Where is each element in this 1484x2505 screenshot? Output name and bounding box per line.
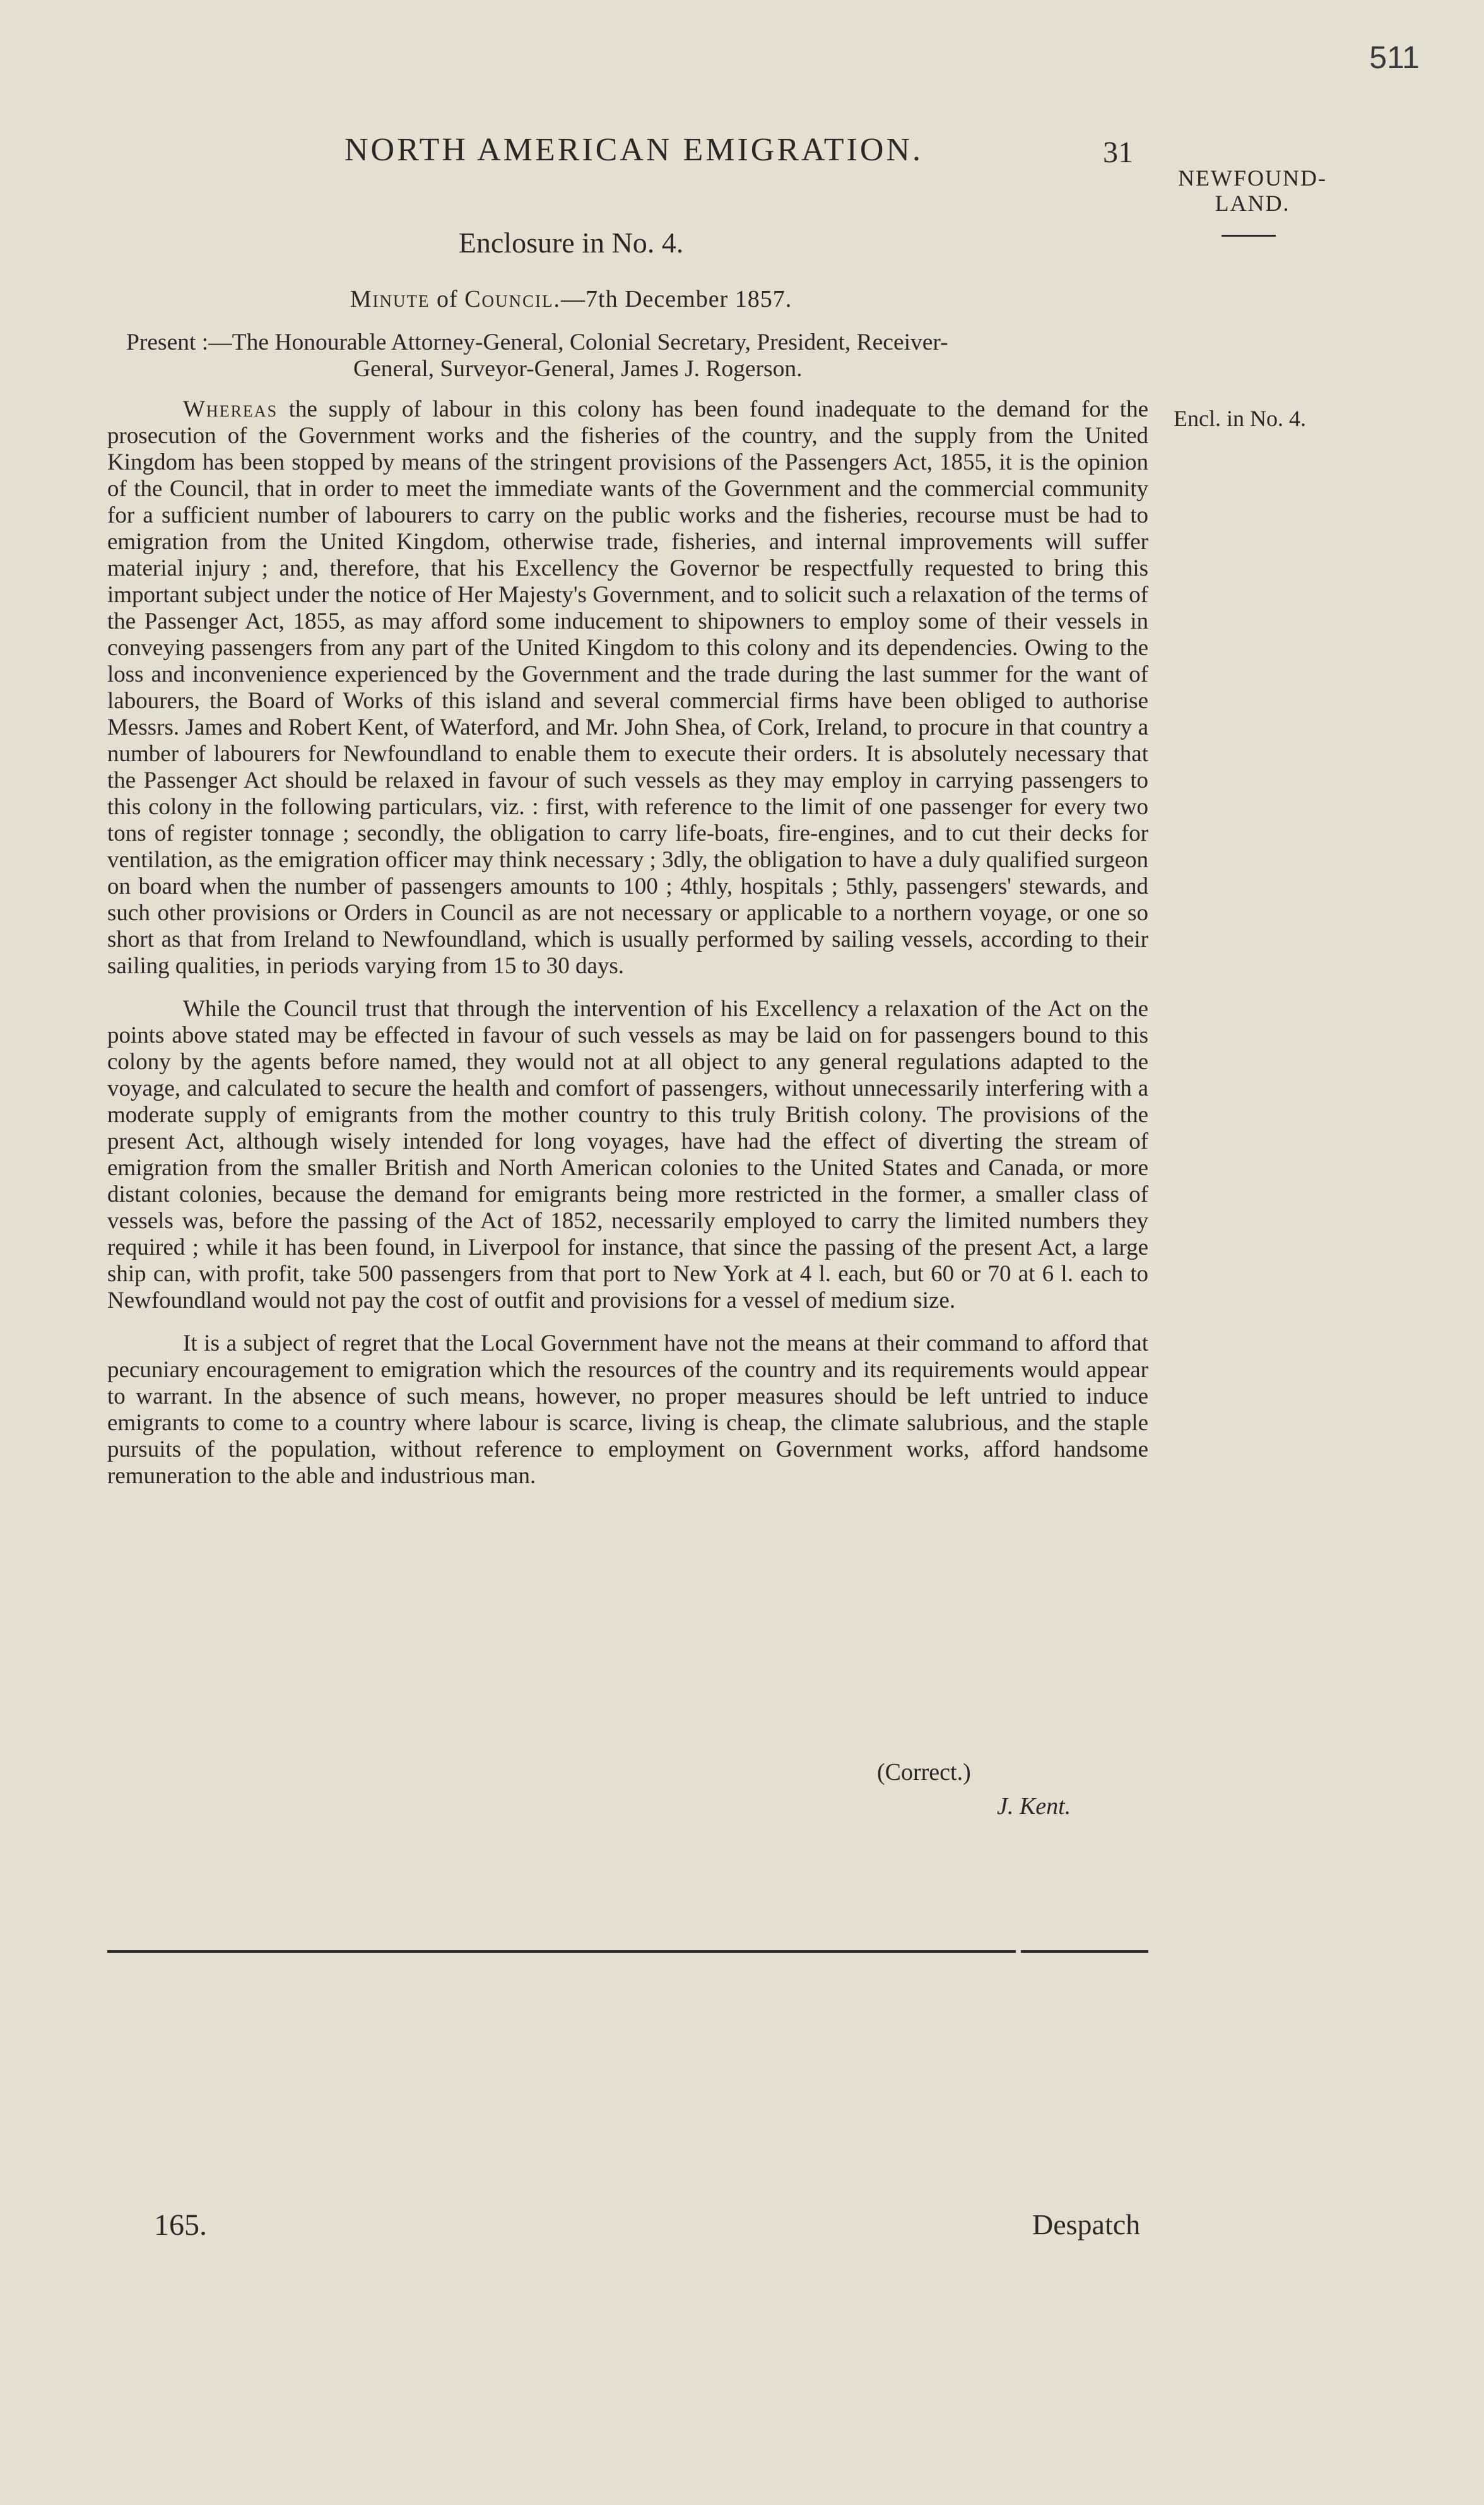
- margin-note: Encl. in No. 4.: [1174, 406, 1306, 431]
- present-list: [126, 329, 1148, 382]
- minute-date: —7th December 1857.: [561, 286, 792, 312]
- colony-line-2: LAND.: [1215, 191, 1290, 216]
- paragraph-lead: Whereas: [183, 396, 278, 422]
- paragraph-text: While the Council trust that through the intervention of his Excellency a relaxation of the Act on the points above stated may be effected in favour of such vessels as may be laid on for passengers bound to this colony by the agents before named, they would not at all object to any general regulations adapted to the voyage, and calculated to secure the health and comfort of passengers, without unnecessarily interfering with a moderate supply of emigrants from the mother country to this truly British colony. The provisions of the present Act, although wisely intended for long voyages, have had the effect of diverting the stream of emigration from the smaller British and North American colonies to the United States and Canada, or more distant colonies, because the demand for emigrants being more restricted in the former, a smaller class of vessels was, before the passing of the Act of 1852, necessarily employed to carry the limited numbers they required ; while it has been found, in Liverpool for instance, that since the passing of the present Act, a large ship can, with profit, take 500 passengers from that port to New York at 4 l. each, but 60 or 70 at 6 l. each to Newfoundland would not pay the cost of outfit and provisions for a vessel of medium size.: [107, 996, 1148, 1313]
- paragraph-text: the supply of labour in this colony has been found inadequate to the demand for the prosecution of the Government works and the fisheries of the country, and the supply from the United Kingdom has been stopped by means of the stringent provisions of the Passengers Act, 1855, it is the opinion of the Council, that in order to meet the immediate wants of the Government and the commercial community for a sufficient number of labourers to carry on the public works and the fisheries, recourse must be had to emigration from the United Kingdom, otherwise trade, fisheries, and internal improvements will suffer material injury ; and, therefore, that his Excellency the Governor be respectfully requested to bring this important subject under the notice of Her Majesty's Government, and to solicit such a relaxation of the terms of the Passenger Act, 1855, as may afford some inducement to shipowners to employ some of their vessels in conveying passengers from any part of the United Kingdom to this colony and its dependencies. Owing to the loss and inconvenience experienced by the Government and the trade during the last summer for the want of labourers, the Board of Works of this island and several commercial firms have been obliged to authorise Messrs. James and Robert Kent, of Waterford, and Mr. John Shea, of Cork, Ireland, to procure in that country a number of labourers for Newfoundland to enable them to execute their orders. It is absolutely necessary that the Passenger Act should be relaxed in favour of such vessels as they may employ in carrying passengers to this colony in the following particulars, viz. : first, with reference to the limit of one passenger for every two tons of register tonnage ; secondly, the obligation to carry life-boats, fire-engines, and to cut their decks for ventilation, as the emigration officer may think necessary ; 3dly, the obligation to have a duly qualified surgeon on board when the number of passengers amounts to 100 ; 4thly, hospitals ; 5thly, passengers' stewards, and such other provisions or Orders in Council as are not necessary or applicable to a northern voyage, or one so short as that from Ireland to Newfoundland, which is usually performed by sailing vessels, according to their sailing qualities, in periods varying from 15 to 30 days.: [107, 396, 1148, 979]
- page-number: 31: [1103, 136, 1133, 169]
- signature-mark: 165.: [154, 2208, 207, 2242]
- paragraph-1: [107, 396, 1148, 980]
- paragraph-2: [107, 996, 1148, 1314]
- minute-council: Council.: [464, 286, 562, 312]
- running-head: NORTH AMERICAN EMIGRATION.: [344, 132, 923, 168]
- paragraph-3: [107, 1330, 1148, 1489]
- minute-of: of: [430, 286, 465, 312]
- present-line-1: Present :—The Honourable Attorney-General, Colonial Secretary, President, Receiver-: [126, 329, 948, 355]
- minute-label: Minute: [350, 286, 430, 312]
- colony-rule: [1222, 235, 1276, 237]
- correct-attestation: (Correct.): [877, 1759, 971, 1785]
- catchword: Despatch: [1032, 2208, 1141, 2241]
- colony-heading: [1161, 165, 1344, 216]
- colony-line-1: NEWFOUND-: [1178, 165, 1327, 191]
- archive-page-number: 511: [1369, 40, 1420, 75]
- minute-heading: [0, 285, 1142, 313]
- paragraph-text: It is a subject of regret that the Local Government have not the means at their command to afford that pecuniary encouragement to emigration which the resources of the country and its requirements would appear to warrant. In the absence of such means, however, no proper measures should be left untried to induce emigrants to come to a country where labour is scarce, living is cheap, the climate salubrious, and the staple pursuits of the population, without reference to employment on Government works, afford handsome remuneration to the able and industrious man.: [107, 1330, 1148, 1489]
- closing-rule-short: [1021, 1950, 1148, 1953]
- closing-rule-long: [107, 1950, 1016, 1953]
- minute-body: [107, 396, 1148, 1506]
- enclosure-title: Enclosure in No. 4.: [458, 227, 684, 259]
- present-line-2: General, Surveyor-General, James J. Rogerson.: [353, 356, 803, 382]
- signature: J. Kent.: [997, 1793, 1071, 1820]
